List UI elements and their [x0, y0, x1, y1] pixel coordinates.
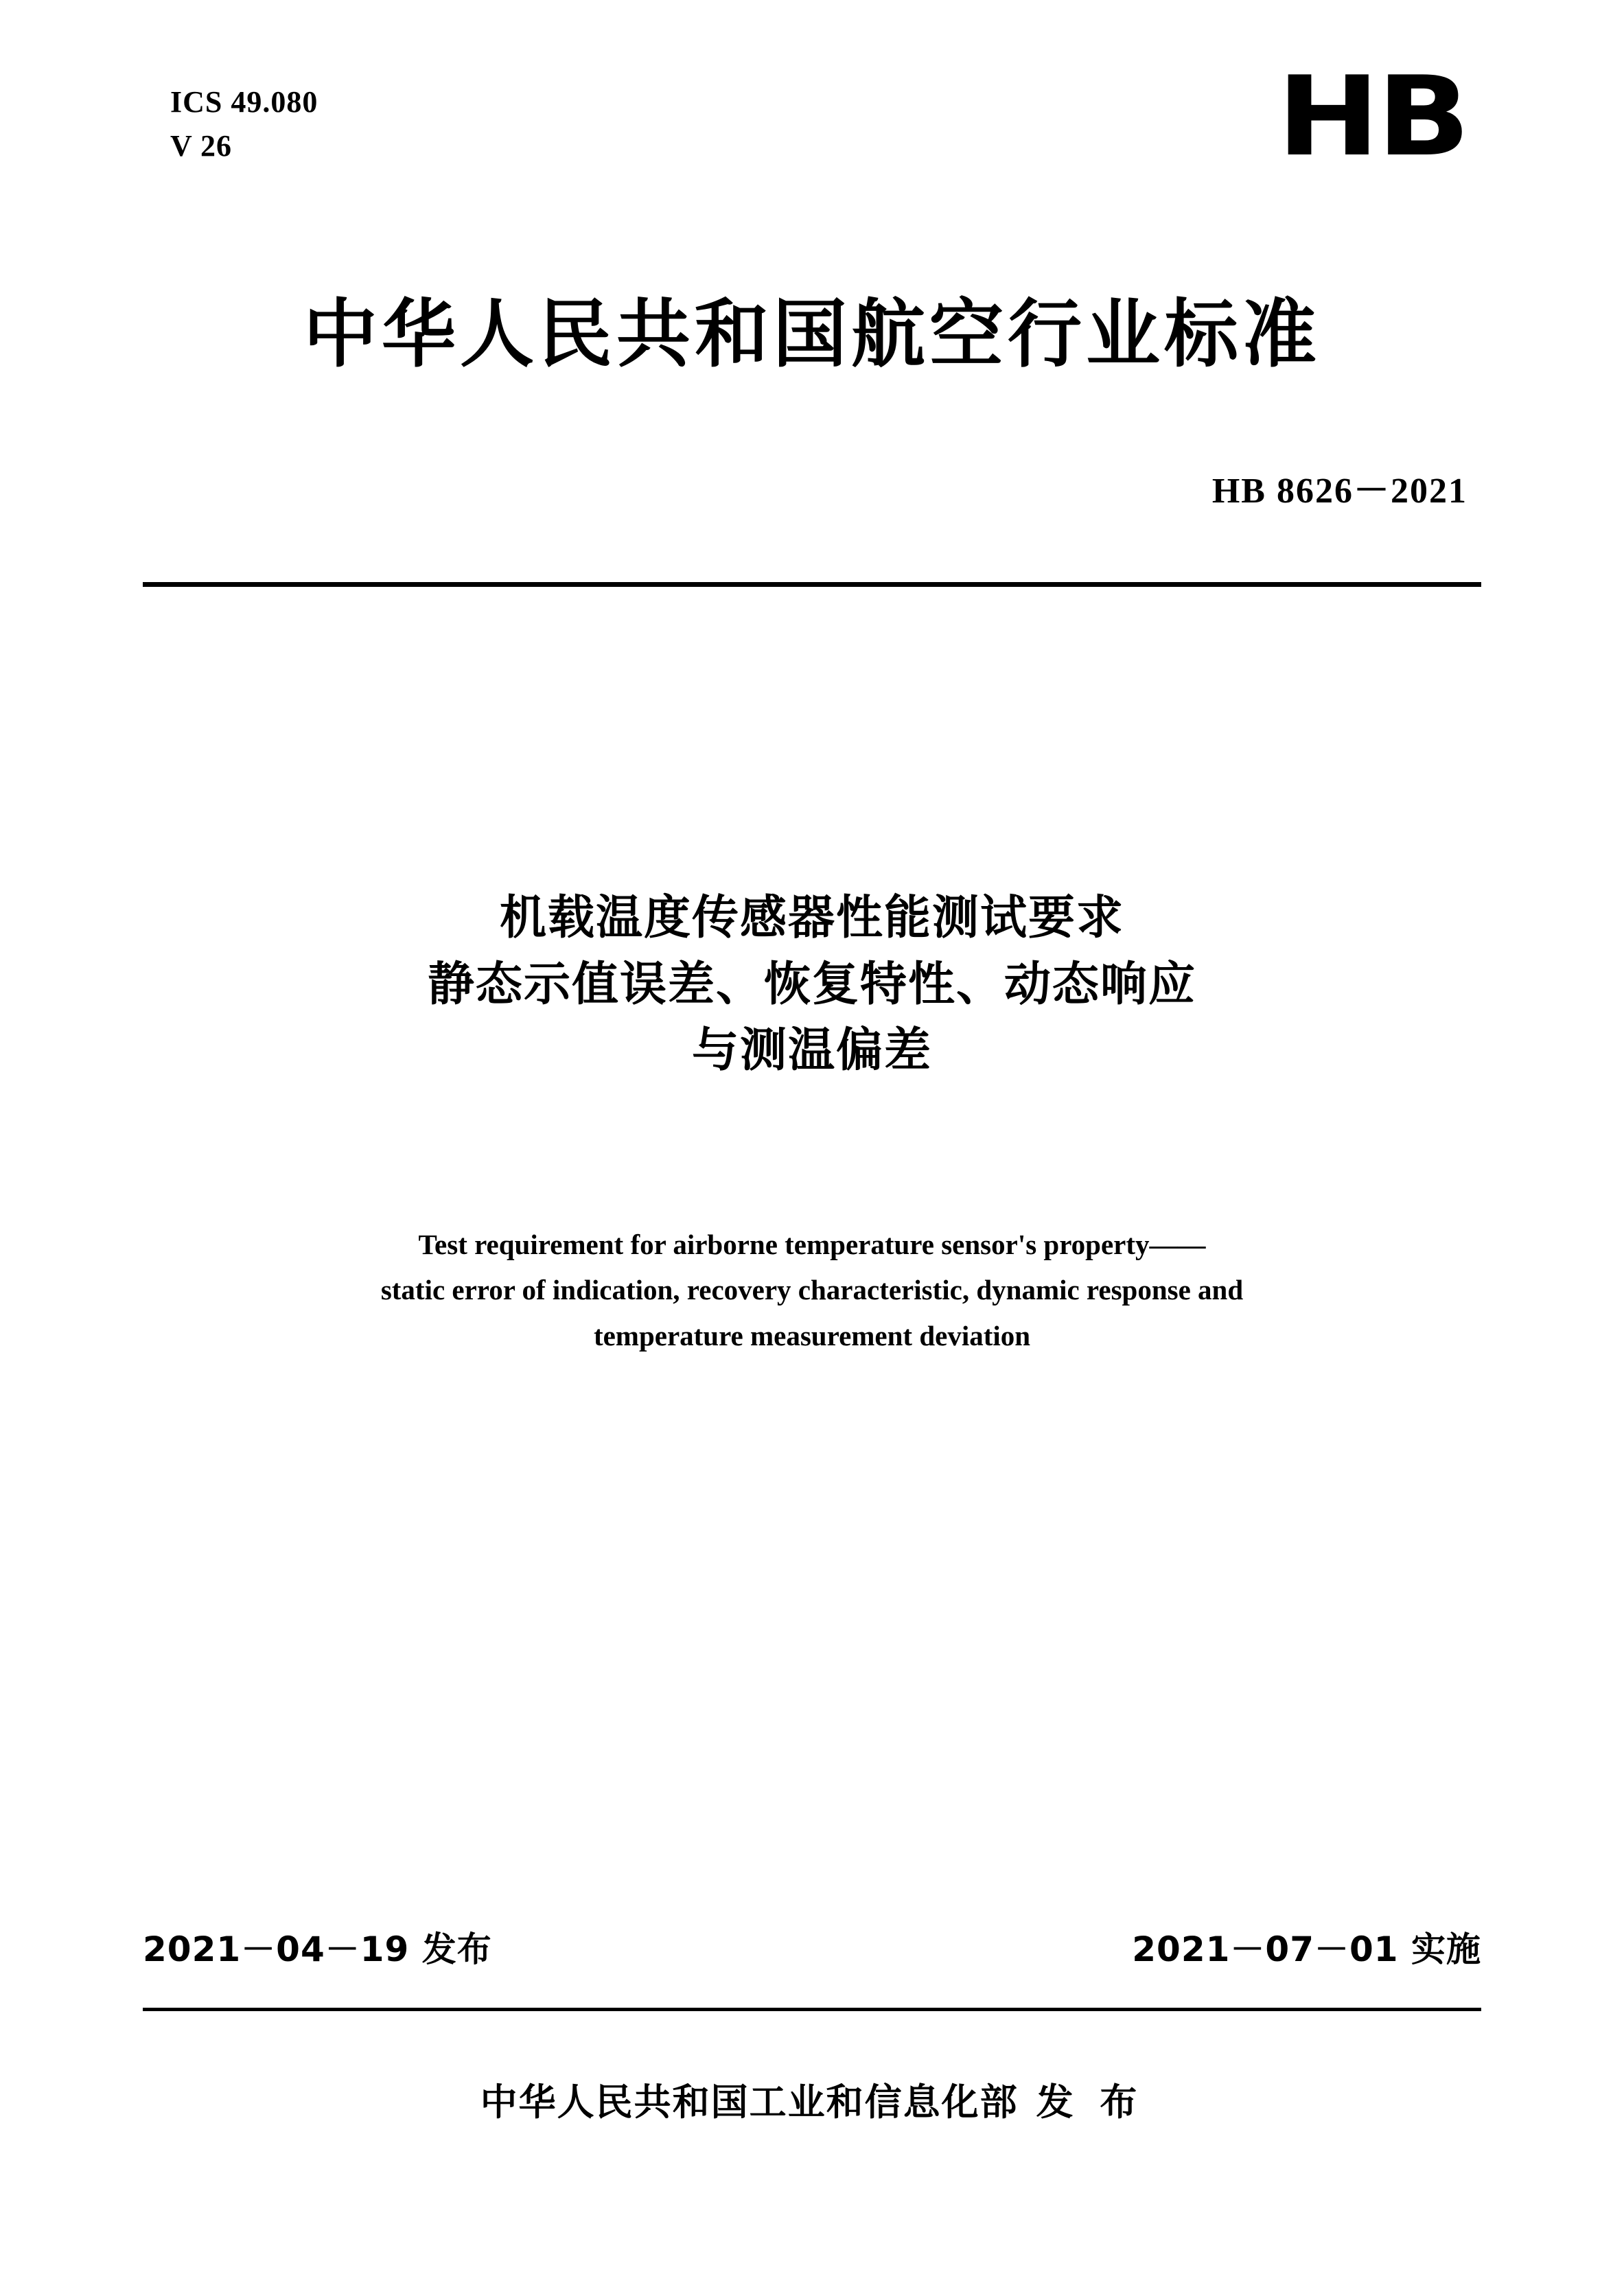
publisher-verb: 发 布 [1036, 2080, 1144, 2124]
hb-logo: HB [1277, 52, 1468, 181]
document-title-english [206, 1222, 1418, 1358]
document-title-english-line-2: static error of indication, recovery characteristic, dynamic response and [380, 1274, 1244, 1306]
ics-classification-block [170, 81, 318, 168]
document-title-chinese [0, 885, 1624, 1085]
header-divider-rule [143, 582, 1481, 587]
issue-date: 2021－04－19 发布 [143, 1929, 492, 1969]
document-title-english-line-1: Test requirement for airborne temperature sensor's property—— [418, 1229, 1206, 1260]
publisher-line [0, 2073, 1624, 2126]
ics-code: ICS 49.080 [170, 85, 318, 119]
document-title-chinese-line-1: 机载温度传感器性能测试要求 [499, 891, 1124, 945]
classification-code: V 26 [170, 129, 232, 163]
cover-header [143, 52, 1481, 288]
footer-divider-rule [143, 2008, 1481, 2011]
document-title-chinese-line-2: 静态示值误差、恢复特性、动态响应 [427, 957, 1196, 1012]
national-standard-title: 中华人民共和国航空行业标准 [303, 292, 1321, 378]
publisher-name: 中华人民共和国工业和信息化部 [480, 2080, 1019, 2124]
standard-number: HB 8626－2021 [1211, 472, 1468, 511]
date-row [143, 1922, 1481, 1971]
document-title-english-line-3: temperature measurement deviation [593, 1319, 1031, 1352]
document-title-chinese-line-3: 与测温偏差 [691, 1023, 932, 1078]
implementation-date: 2021－07－01 实施 [1132, 1929, 1481, 1969]
